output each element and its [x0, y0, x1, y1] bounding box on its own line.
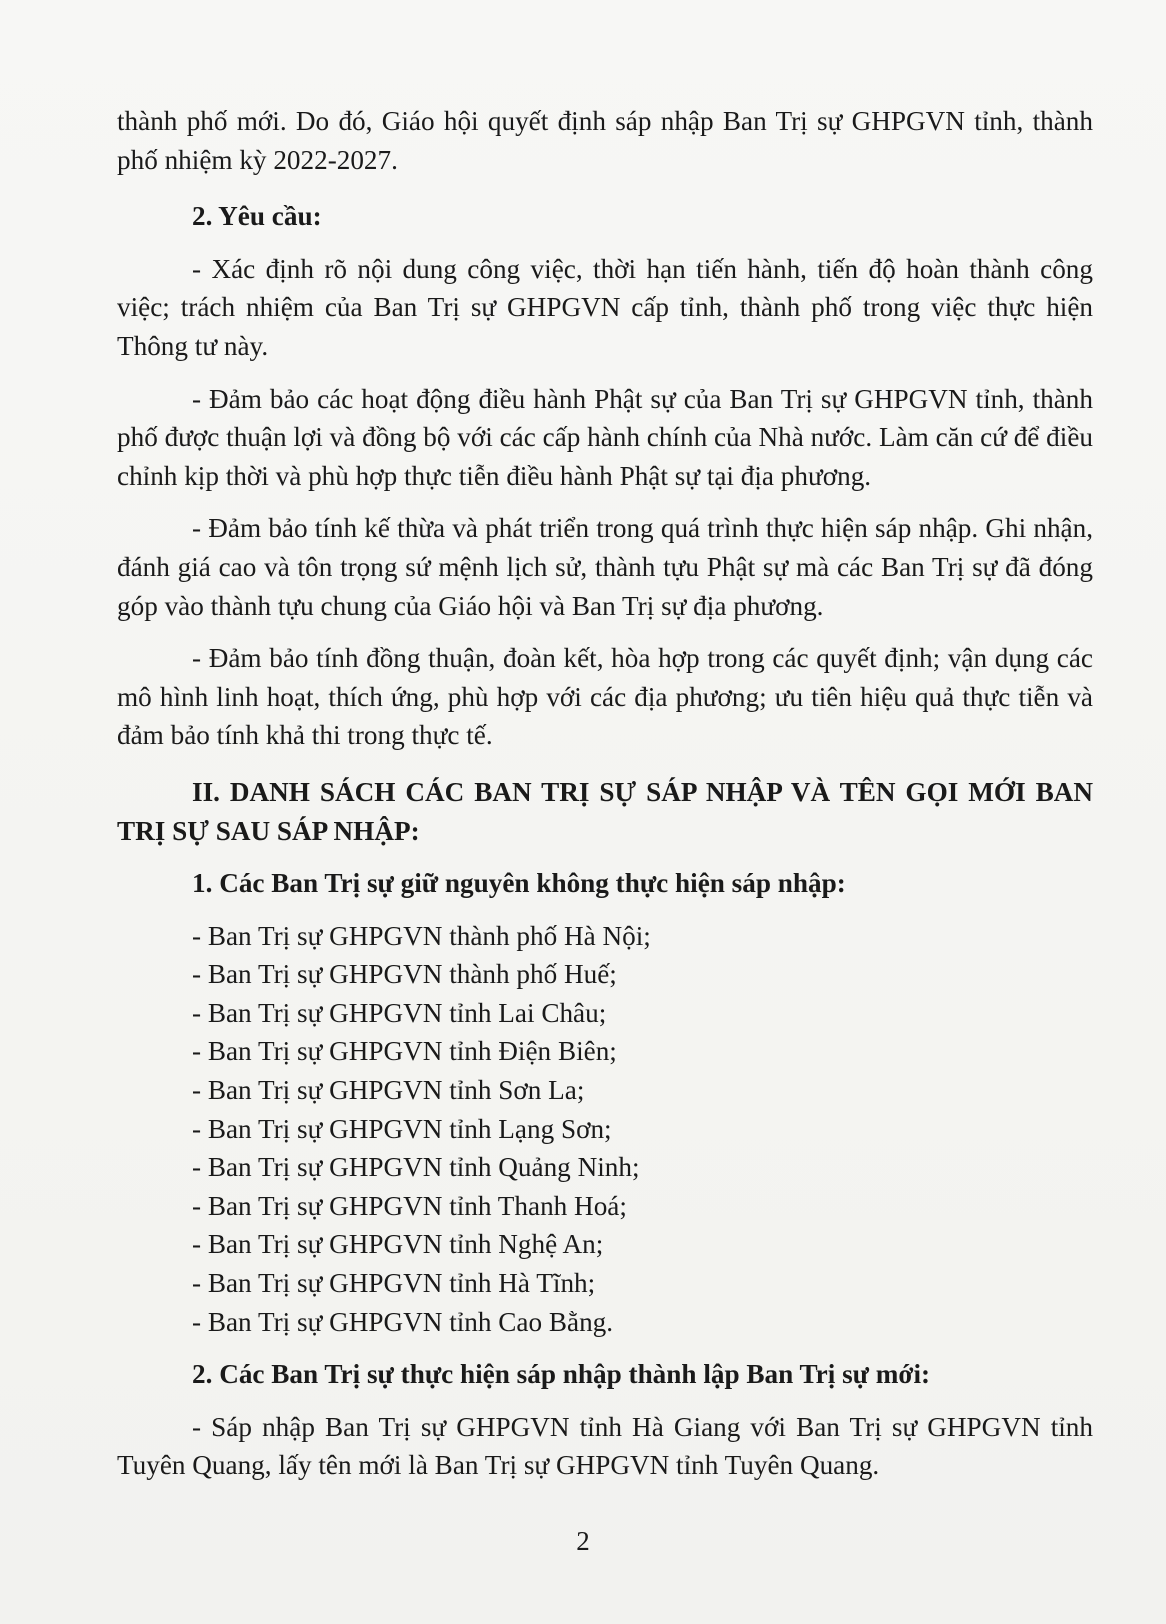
list-item: - Ban Trị sự GHPGVN tỉnh Cao Bằng. — [192, 1306, 614, 1337]
requirement-item: - Đảm bảo các hoạt động điều hành Phật sự của Ban Trị sự GHPGVN tỉnh, thành phố được thuận lợi và đồng bộ với các cấp hành chính của Nhà nước. Làm căn cứ để điều chỉnh kịp thời và phù hợp thực tiễn điều hành Phật sự tại địa phương. — [117, 383, 1093, 491]
list-item: - Ban Trị sự GHPGVN tỉnh Nghệ An; — [192, 1229, 604, 1260]
requirements-heading: 2. Yêu cầu: — [192, 201, 322, 232]
list-item: - Ban Trị sự GHPGVN tỉnh Điện Biên; — [192, 1036, 617, 1067]
subsection-heading-kept: 1. Các Ban Trị sự giữ nguyên không thực hiện sáp nhập: — [192, 868, 846, 899]
requirement-item: - Đảm bảo tính đồng thuận, đoàn kết, hòa hợp trong các quyết định; vận dụng các mô hình linh hoạt, thích ứng, phù hợp với các địa phương; ưu tiên hiệu quả thực tiễn và đảm bảo tính khả thi trong thực tế. — [117, 643, 1093, 751]
list-item: - Ban Trị sự GHPGVN tỉnh Lai Châu; — [192, 997, 607, 1028]
document-body — [117, 102, 1093, 1485]
paragraph-continuation: thành phố mới. Do đó, Giáo hội quyết định sáp nhập Ban Trị sự GHPGVN tỉnh, thành phố nhiệm kỳ 2022-2027. — [117, 106, 1093, 175]
requirement-item: - Xác định rõ nội dung công việc, thời hạn tiến hành, tiến độ hoàn thành công việc; trách nhiệm của Ban Trị sự GHPGVN cấp tỉnh, thành phố trong việc thực hiện Thông tư này. — [117, 253, 1093, 361]
list-item: - Ban Trị sự GHPGVN thành phố Hà Nội; — [192, 920, 651, 951]
list-item: - Ban Trị sự GHPGVN tỉnh Quảng Ninh; — [192, 1152, 640, 1183]
section-title: II. DANH SÁCH CÁC BAN TRỊ SỰ SÁP NHẬP VÀ TÊN GỌI MỚI BAN TRỊ SỰ SAU SÁP NHẬP: — [117, 776, 1093, 846]
list-item: - Ban Trị sự GHPGVN tỉnh Sơn La; — [192, 1075, 585, 1106]
page-number: 2 — [576, 1526, 590, 1556]
subsection-heading-merged: 2. Các Ban Trị sự thực hiện sáp nhập thành lập Ban Trị sự mới: — [192, 1359, 931, 1390]
requirement-item: - Đảm bảo tính kế thừa và phát triển trong quá trình thực hiện sáp nhập. Ghi nhận, đánh giá cao và tôn trọng sứ mệnh lịch sử, thành tựu Phật sự mà các Ban Trị sự đã đóng góp vào thành tựu chung của Giáo hội và Ban Trị sự địa phương. — [117, 513, 1093, 621]
merge-item: - Sáp nhập Ban Trị sự GHPGVN tỉnh Hà Giang với Ban Trị sự GHPGVN tỉnh Tuyên Quang, lấy tên mới là Ban Trị sự GHPGVN tỉnh Tuyên Quang. — [117, 1411, 1093, 1481]
list-item: - Ban Trị sự GHPGVN tỉnh Lạng Sơn; — [192, 1113, 612, 1144]
list-item: - Ban Trị sự GHPGVN tỉnh Thanh Hoá; — [192, 1190, 627, 1221]
kept-list — [117, 917, 1093, 1342]
list-item: - Ban Trị sự GHPGVN tỉnh Hà Tĩnh; — [192, 1268, 596, 1299]
list-item: - Ban Trị sự GHPGVN thành phố Huế; — [192, 959, 617, 990]
